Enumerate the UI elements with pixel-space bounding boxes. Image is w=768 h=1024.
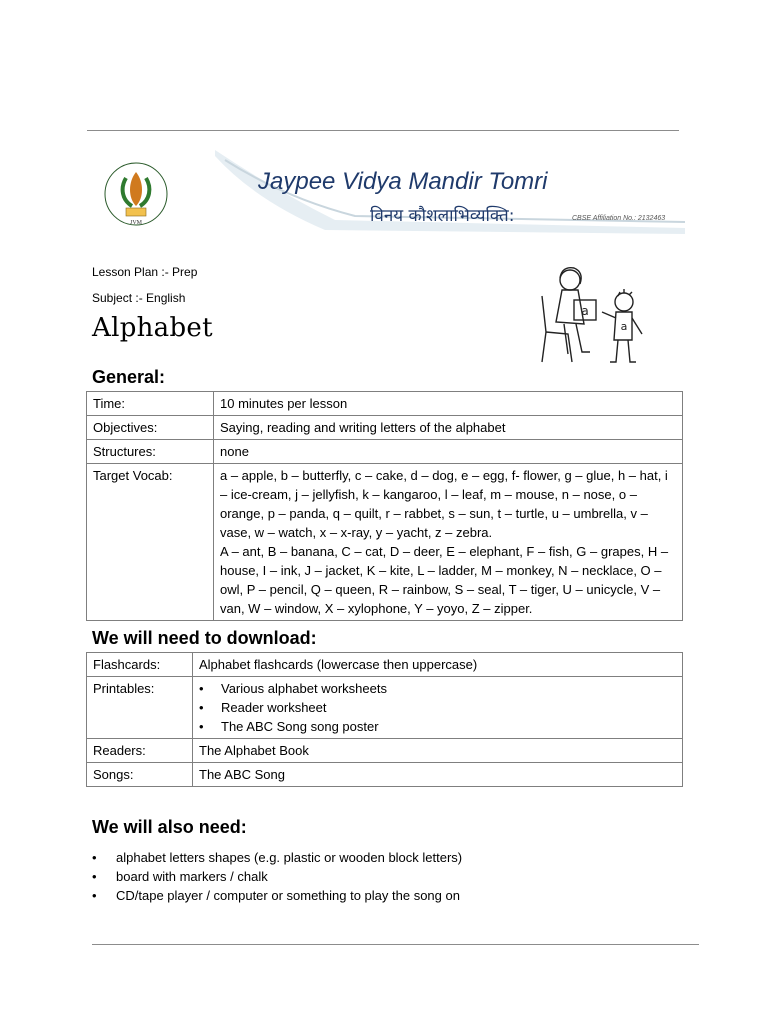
target-vocab-uppercase: A – ant, B – banana, C – cat, D – deer, E – elephant, F – fish, G – grapes, H – house, I – ink, J – jacket, K – kite, L – ladder, M – monkey, N – necklace, O – owl, P – pencil, Q – queen, R – rainbow, S – seal, T – tiger, U – unicycle, V – van, W – window, X – xylophone, Y – yoyo, Z – zipper. [220, 544, 669, 616]
table-row [87, 392, 683, 416]
table-cell-key: Objectives: [87, 416, 214, 440]
table-cell-value: The ABC Song [193, 763, 683, 787]
table-cell-value: Saying, reading and writing letters of the alphabet [214, 416, 683, 440]
table-cell-key: Readers: [87, 739, 193, 763]
teacher-child-clipart [528, 262, 646, 370]
table-row [87, 416, 683, 440]
list-item: • Reader worksheet [199, 698, 676, 717]
also-need-list [92, 848, 652, 905]
table-cell-value: Alphabet flashcards (lowercase then uppercase) [193, 653, 683, 677]
table-cell-value: none [214, 440, 683, 464]
table-cell-key: Flashcards: [87, 653, 193, 677]
school-name: Jaypee Vidya Mandir Tomri [258, 168, 548, 195]
table-cell-key: Target Vocab: [87, 464, 214, 621]
list-item: • board with markers / chalk [92, 867, 652, 886]
top-rule [87, 130, 679, 131]
table-row [87, 464, 683, 621]
subject-label: Subject :- English [92, 291, 186, 305]
download-heading: We will need to download: [92, 628, 317, 648]
svg-text:a: a [581, 304, 589, 318]
list-item: • CD/tape player / computer or something to play the song on [92, 886, 652, 905]
printables-list [199, 679, 676, 736]
table-row [87, 763, 683, 787]
affiliation-number: CBSE Affiliation No.: 2132463 [572, 215, 666, 222]
download-table [86, 652, 683, 787]
list-item: • The ABC Song song poster [199, 717, 676, 736]
list-item: • Various alphabet worksheets [199, 679, 676, 698]
table-cell-key: Songs: [87, 763, 193, 787]
bottom-rule [92, 944, 699, 945]
lesson-plan-label: Lesson Plan :- Prep [92, 265, 198, 279]
table-row [87, 739, 683, 763]
table-row [87, 653, 683, 677]
target-vocab-lowercase: a – apple, b – butterfly, c – cake, d – dog, e – egg, f- flower, g – glue, h – hat, i – ice-cream, j – jellyfish, k – kangaroo, l – leaf, m – mouse, n – nose, o – orange, p – panda, q – quilt, r – rabbet, s – sun, t – turtle, u – umbrella, v – vase, w – watch, x – x-ray, y – yacht, z – zebra. [220, 468, 668, 540]
table-cell-key: Printables: [87, 677, 193, 739]
table-row [87, 677, 683, 739]
school-motto: विनय कौशलाभिव्यक्ति: [370, 206, 515, 226]
table-cell-value [193, 677, 683, 739]
table-cell-key: Structures: [87, 440, 214, 464]
table-cell-value [214, 464, 683, 621]
svg-text:JVM: JVM [129, 220, 143, 226]
also-need-heading: We will also need: [92, 817, 247, 837]
table-row [87, 440, 683, 464]
general-heading: General: [92, 367, 166, 387]
school-logo [100, 158, 172, 230]
list-item: • alphabet letters shapes (e.g. plastic or wooden block letters) [92, 848, 652, 867]
table-cell-key: Time: [87, 392, 214, 416]
page-title: Alphabet [92, 313, 213, 343]
table-cell-value: 10 minutes per lesson [214, 392, 683, 416]
svg-text:a: a [620, 320, 628, 333]
table-cell-value: The Alphabet Book [193, 739, 683, 763]
general-table [86, 391, 683, 621]
